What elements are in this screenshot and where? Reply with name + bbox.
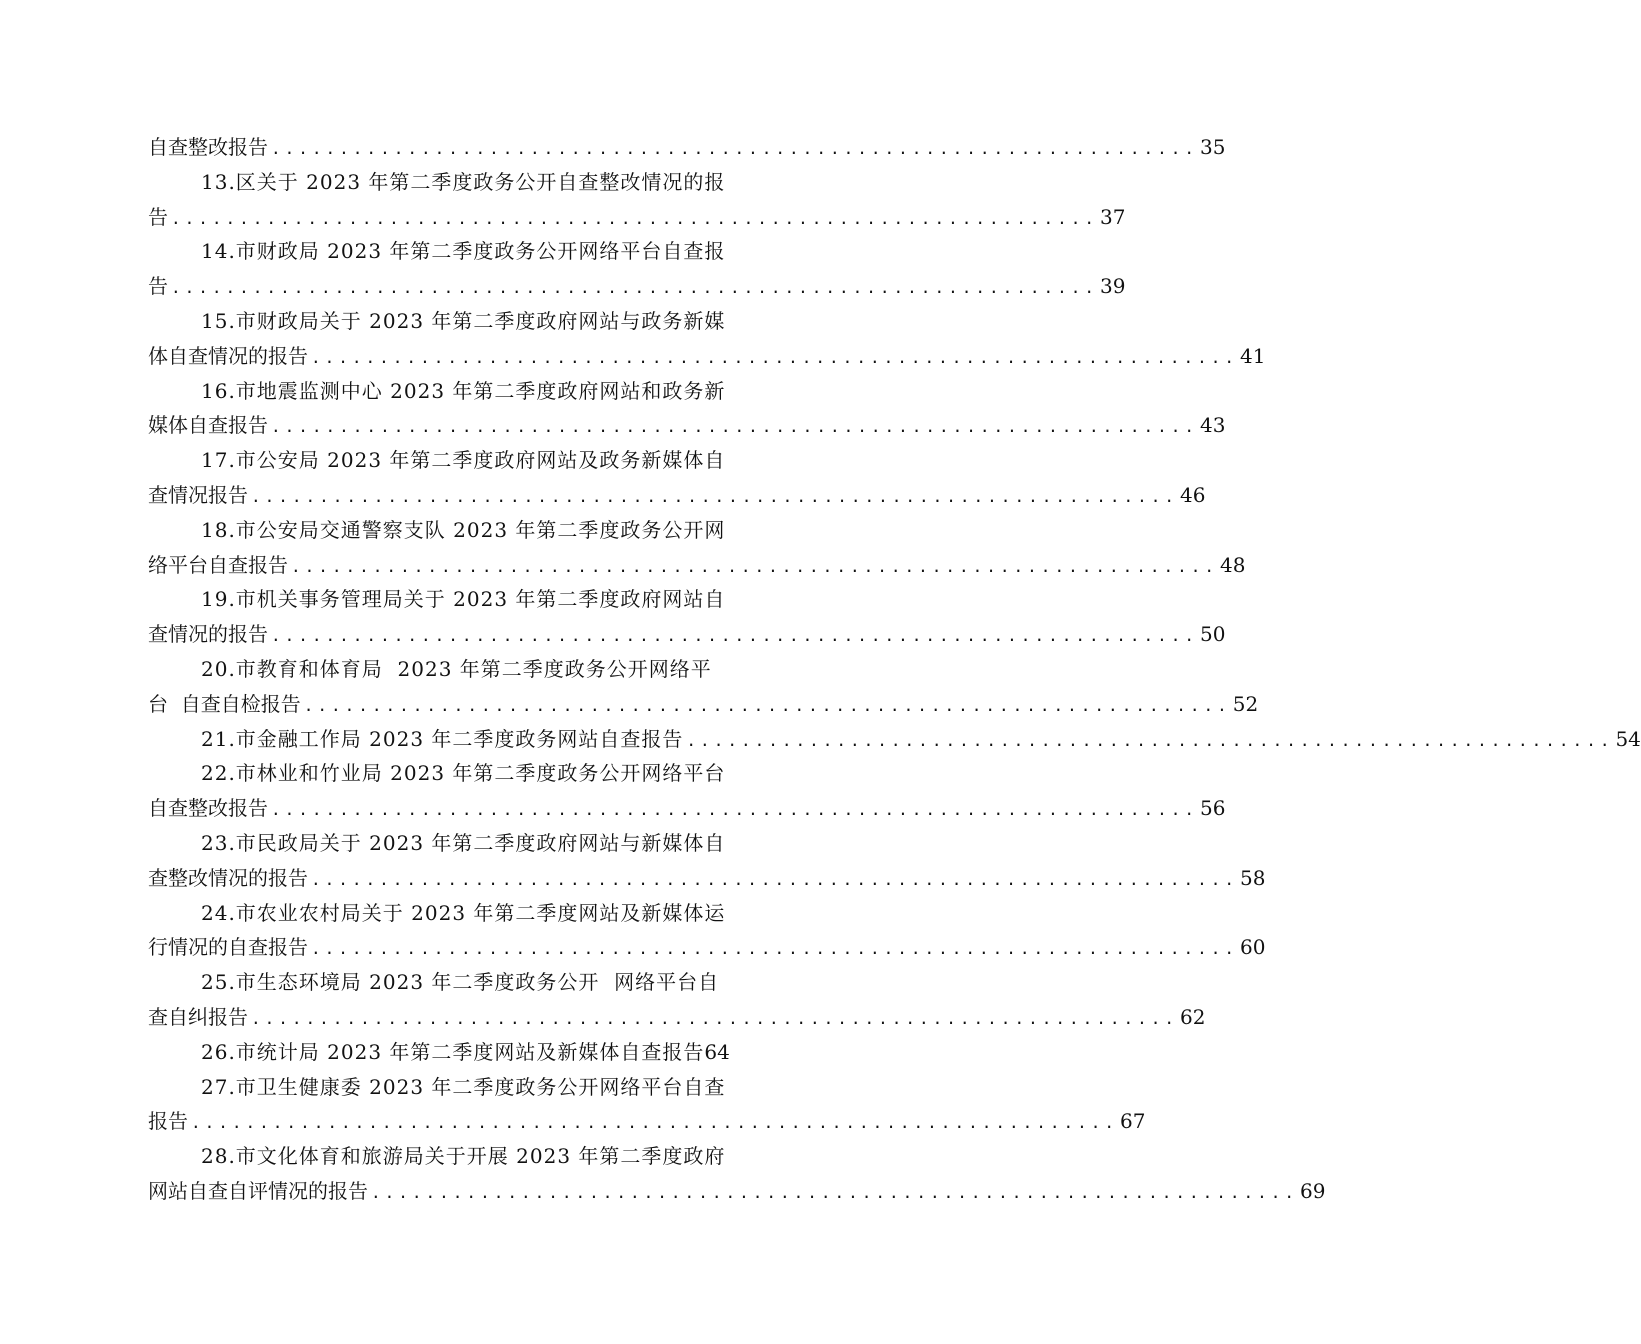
toc-entry-26[interactable]	[148, 1035, 806, 1070]
toc-entry-17-title[interactable]	[148, 443, 806, 478]
toc-entry-20-end[interactable]	[148, 687, 1259, 722]
toc-entry-text: 告	[148, 204, 168, 229]
toc-entry-text: 报告	[148, 1109, 188, 1134]
leader-dots: ....................................................................	[171, 208, 1099, 228]
toc-entry-24-end[interactable]	[148, 930, 1266, 965]
toc-entry-text: 18.市公安局交通警察支队 2023 年第二季度政务公开网	[201, 517, 726, 542]
leader-dots: ....................................................................	[371, 1182, 1299, 1202]
toc-page-number: 58	[1240, 865, 1266, 890]
toc-entry-24-title[interactable]	[148, 896, 806, 931]
toc-entry-text: 25.市生态环境局 2023 年二季度政务公开 网络平台自	[201, 970, 720, 995]
toc-entry-28-end[interactable]	[148, 1174, 1326, 1209]
toc-entry-text: 16.市地震监测中心 2023 年第二季度政府网站和政务新	[201, 378, 726, 403]
toc-entry-16-title[interactable]	[148, 374, 806, 409]
toc-entry-14-title[interactable]	[148, 234, 806, 269]
leader-dots: ....................................................................	[271, 626, 1199, 646]
leader-dots: ....................................................................	[271, 800, 1199, 820]
toc-page-number: 62	[1180, 1004, 1206, 1029]
toc-entry-text: 自查整改报告	[148, 135, 268, 159]
toc-entry-23-title[interactable]	[148, 826, 806, 861]
toc-entry-text: 15.市财政局关于 2023 年第二季度政府网站与政务新媒	[201, 308, 726, 333]
toc-page-number: 54	[1615, 726, 1641, 751]
toc-entry-23-end[interactable]	[148, 861, 1266, 896]
toc-entry-14-end[interactable]	[148, 269, 1126, 304]
toc-entry-text: 19.市机关事务管理局关于 2023 年第二季度政府网站自	[201, 587, 726, 612]
toc-entry-15-title[interactable]	[148, 304, 806, 339]
toc-page-number: 46	[1180, 482, 1206, 507]
toc-entry-text: 网站自查自评情况的报告	[148, 1178, 368, 1203]
toc-entry-text: 28.市文化体育和旅游局关于开展 2023 年第二季度政府	[201, 1144, 726, 1169]
toc-entry-28-title[interactable]	[148, 1139, 806, 1174]
toc-entry-13-title[interactable]	[148, 165, 806, 200]
toc-entry-13-end[interactable]	[148, 200, 1126, 235]
toc-entry-22-end[interactable]	[148, 791, 1226, 826]
toc-entry-18-title[interactable]	[148, 513, 806, 548]
toc-page-number: 52	[1232, 691, 1259, 716]
leader-dots: ....................................................................	[271, 417, 1199, 437]
toc-entry-text: 络平台自查报告	[148, 552, 288, 577]
toc-entry-text: 13.区关于 2023 年第二季度政务公开自查整改情况的报	[201, 169, 726, 194]
toc-entry-text: 告	[148, 274, 168, 299]
toc-entry-text: 查情况的报告	[148, 622, 268, 647]
leader-dots: ....................................................................	[271, 139, 1199, 158]
toc-entry-text: 17.市公安局 2023 年第二季度政府网站及政务新媒体自	[201, 448, 726, 473]
toc-entry-19-title[interactable]	[148, 582, 806, 617]
toc-page-number: 69	[1300, 1178, 1326, 1203]
toc-entry-text: 查自纠报告	[148, 1004, 248, 1029]
toc-page-number: 43	[1200, 413, 1226, 438]
toc-page-number: 35	[1200, 135, 1226, 159]
toc-entry-20-title[interactable]	[148, 652, 806, 687]
toc-page-number: 48	[1220, 552, 1246, 577]
toc-entry-text: 23.市民政局关于 2023 年第二季度政府网站与新媒体自	[201, 830, 726, 855]
toc-entry-text: 自查整改报告	[148, 796, 268, 821]
toc-entry-22-title[interactable]	[148, 756, 806, 791]
toc-entry-16-end[interactable]	[148, 408, 1226, 443]
table-of-contents	[148, 130, 1641, 1209]
toc-entry-text: 26.市统计局 2023 年第二季度网站及新媒体自查报告	[201, 1039, 705, 1064]
toc-page-number: 67	[1120, 1109, 1146, 1134]
toc-page-number: 50	[1200, 622, 1226, 647]
toc-entry-18-end[interactable]	[148, 548, 1246, 583]
leader-dots: ....................................................................	[171, 278, 1099, 298]
leader-dots: ....................................................................	[311, 347, 1239, 367]
leader-dots: ....................................................................	[311, 939, 1239, 959]
toc-page-number: 39	[1100, 274, 1126, 299]
toc-entry-27-title[interactable]	[148, 1070, 806, 1105]
toc-entry-text: 查情况报告	[148, 482, 248, 507]
toc-entry-27-end[interactable]	[148, 1104, 1146, 1139]
toc-entry-text: 20.市教育和体育局 2023 年第二季度政务公开网络平	[201, 656, 712, 681]
toc-entry-15-end[interactable]	[148, 339, 1266, 374]
toc-entry-text: 14.市财政局 2023 年第二季度政务公开网络平台自查报	[201, 239, 726, 264]
toc-entry-text: 体自查情况的报告	[148, 343, 308, 368]
toc-entry-text: 22.市林业和竹业局 2023 年第二季度政务公开网络平台	[201, 761, 726, 786]
toc-entry-19-end[interactable]	[148, 617, 1226, 652]
toc-entry-25-title[interactable]	[148, 965, 806, 1000]
toc-entry-text: 27.市卫生健康委 2023 年二季度政务公开网络平台自查	[201, 1074, 726, 1099]
toc-page-number: 56	[1200, 796, 1226, 821]
toc-entry-text: 台 自查自检报告	[148, 691, 301, 716]
leader-dots: ....................................................................	[251, 486, 1179, 506]
leader-dots: ....................................................................	[303, 695, 1231, 715]
toc-page-number: 60	[1240, 935, 1266, 960]
toc-page-number: 41	[1240, 343, 1266, 368]
toc-entry-text: 媒体自查报告	[148, 413, 268, 438]
leader-dots: ....................................................................	[686, 730, 1614, 750]
leader-dots: ....................................................................	[251, 1008, 1179, 1028]
toc-entry-text: 24.市农业农村局关于 2023 年第二季度网站及新媒体运	[201, 900, 726, 925]
toc-entry-text: 行情况的自查报告	[148, 935, 308, 960]
toc-page-number: 37	[1100, 204, 1126, 229]
leader-dots: ....................................................................	[191, 1113, 1119, 1133]
leader-dots: ....................................................................	[291, 556, 1219, 576]
toc-entry-17-end[interactable]	[148, 478, 1206, 513]
toc-entry-21[interactable]	[148, 722, 1641, 757]
toc-entry-25-end[interactable]	[148, 1000, 1206, 1035]
leader-dots: ....................................................................	[311, 869, 1239, 889]
toc-page-number: 64	[704, 1039, 730, 1064]
toc-entry-text: 查整改情况的报告	[148, 865, 308, 890]
toc-entry-text: 21.市金融工作局 2023 年二季度政务网站自查报告	[201, 726, 684, 751]
toc-entry-12-continued[interactable]	[148, 130, 1226, 165]
